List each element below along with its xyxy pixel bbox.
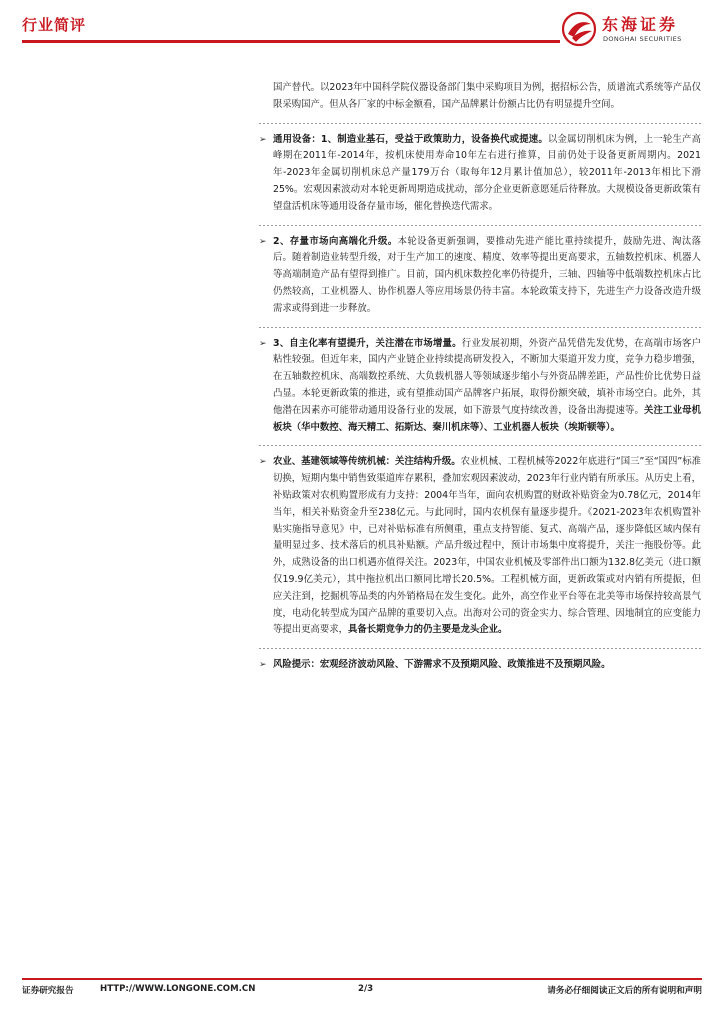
bullet-paragraph — [259, 657, 701, 674]
arrow-bullet-icon: ➢ — [259, 236, 267, 247]
bullet-paragraph — [259, 132, 701, 216]
company-logo — [560, 10, 710, 50]
text-segment: 以金属切削机床为例，上一轮生产高峰期在2011年-2014年，按机床使用寿命10年左右进行推算，目前仍处于设备更新周期内。2021年-2023年金属切削机床总产量179万台（取每年12月累计值加总），较2011年-2013年相比下滑25%。宏观因素波动对本轮更新周期造成扰动，部分企业更新意愿延后待释放。大规模设备更新政策有望盘活机床等通用设备存量市场，催化替换迭代需求。 — [273, 133, 701, 212]
bullet-paragraph — [259, 454, 701, 639]
arrow-bullet-icon: ➢ — [259, 338, 267, 349]
arrow-bullet-icon: ➢ — [259, 134, 267, 145]
text-segment: 国产替代。以2023年中国科学院仪器设备部门集中采购项目为例，据招标公告，质谱流式系统等产品仅限采购国产。但从各厂家的中标金额看，国产品牌累计份额占比仍有明显提升空间。 — [273, 82, 701, 110]
report-body — [259, 80, 701, 674]
logo-mark-icon — [560, 10, 598, 48]
logo-english-name: DONGHAI SECURITIES — [603, 35, 682, 43]
paragraph-separator — [259, 225, 701, 226]
bullet-paragraph — [259, 336, 701, 437]
footer-report-label: 证券研究报告 — [22, 986, 74, 996]
page-number: 2/3 — [358, 984, 374, 994]
footer-divider — [22, 978, 702, 980]
bold-text-segment: 通用设备：1、制造业基石，受益于政策助力，设备换代或提速。 — [273, 133, 548, 145]
paragraph-separator — [259, 327, 701, 328]
text-segment: 本轮设备更新强调，要推动先进产能比重持续提升，鼓励先进、淘汰落后。随着制造业转型升级，对于生产加工的速度、精度、效率等提出更高要求，五轴数控机床、机器人等高端制造产品有望得到推广。目前，国内机床数控化率仍待提升，三轴、四轴等中低端数控机床占比仍然较高，工业机器人、协作机器人等应用场景仍待丰富。本轮政策支持下，先进生产力设备改造升级需求或得到进一步释放。 — [273, 235, 701, 314]
paragraph-separator — [259, 123, 701, 124]
report-type-title: 行业简评 — [22, 16, 87, 34]
footer-disclaimer: 请务必仔细阅读正文后的所有说明和声明 — [547, 986, 702, 996]
text-segment: 行业发展初期，外资产品凭借先发优势，在高端市场客户粘性较强。但近年来，国内产业链企业持续提高研发投入，不断加大渠道开发力度，竞争力稳步增强，在五轴数控机床、高端数控系统、大负载机器人等领域逐步缩小与外资品牌差距，产品性价比优势日益凸显。本轮更新政策的推进，或有望推动国产品牌客户拓展，取得份额突破，填补市场空白。此外，其他潜在因素亦可能带动通用设备行业的发展，如下游景气度持续改善，设备出海提速等。 — [273, 337, 701, 416]
paragraph-separator — [259, 445, 701, 446]
bullet-paragraph — [259, 234, 701, 318]
text-segment: 农业机械、工程机械等2022年底进行“国三”至“国四”标准切换，短期内集中销售致渠道库存累积，叠加宏观因素波动，2023年行业内销有所承压。从历史上看，补贴政策对农机购置形成有力支持：2004年当年，面向农机购置的财政补贴资金为0.78亿元，2014年当年，相关补贴资金升至238亿元。与此同时，国内农机保有量逐步提升。《2021-2023年农机购置补贴实施指导意见》中，已对补贴标准有所侧重，重点支持智能、复式、高端产品，逐步降低区域内保有量明显过多、技术落后的机具补贴额。产品升级过程中，预计市场集中度将提升，关注一拖股份等。此外，成熟设备的出口机遇亦值得关注。2023年，中国农业机械及零部件出口额为132.8亿美元（进口额仅19.9亿美元），其中拖拉机出口额同比增长20.5%。工程机械方面，更新政策或对内销有所提振，但应关注到，挖掘机等品类的内外销格局在发生变化。此外，高空作业平台等在北美等市场保持较高景气度，电动化转型成为国产品牌的重要切入点。出海对公司的资金实力、综合管理、因地制宜的应变能力等提出更高要求， — [273, 456, 701, 636]
continuation-paragraph — [259, 80, 701, 114]
bold-text-segment: 2、存量市场向高端化升级。 — [273, 235, 398, 247]
logo-name: 东海证券 — [602, 15, 679, 34]
bold-text-segment: 关注工业母机板块（华中数控、海天精工、拓斯达、秦川机床等）、工业机器人板块（埃斯顿等）。 — [273, 404, 701, 433]
bold-text-segment: 风险提示：宏观经济波动风险、下游需求不及预期风险、政策推进不及预期风险。 — [273, 659, 611, 671]
header-divider — [22, 40, 560, 43]
bold-text-segment: 具备长期竞争力的仍主要是龙头企业。 — [348, 624, 508, 636]
bold-text-segment: 农业、基建领域等传统机械：关注结构升级。 — [273, 456, 461, 468]
arrow-bullet-icon: ➢ — [259, 457, 267, 468]
arrow-bullet-icon: ➢ — [259, 660, 267, 671]
paragraph-separator — [259, 648, 701, 649]
footer-website-link[interactable]: HTTP://WWW.LONGONE.COM.CN — [100, 984, 256, 994]
bold-text-segment: 3、自主化率有望提升，关注潜在市场增量。 — [273, 337, 462, 349]
